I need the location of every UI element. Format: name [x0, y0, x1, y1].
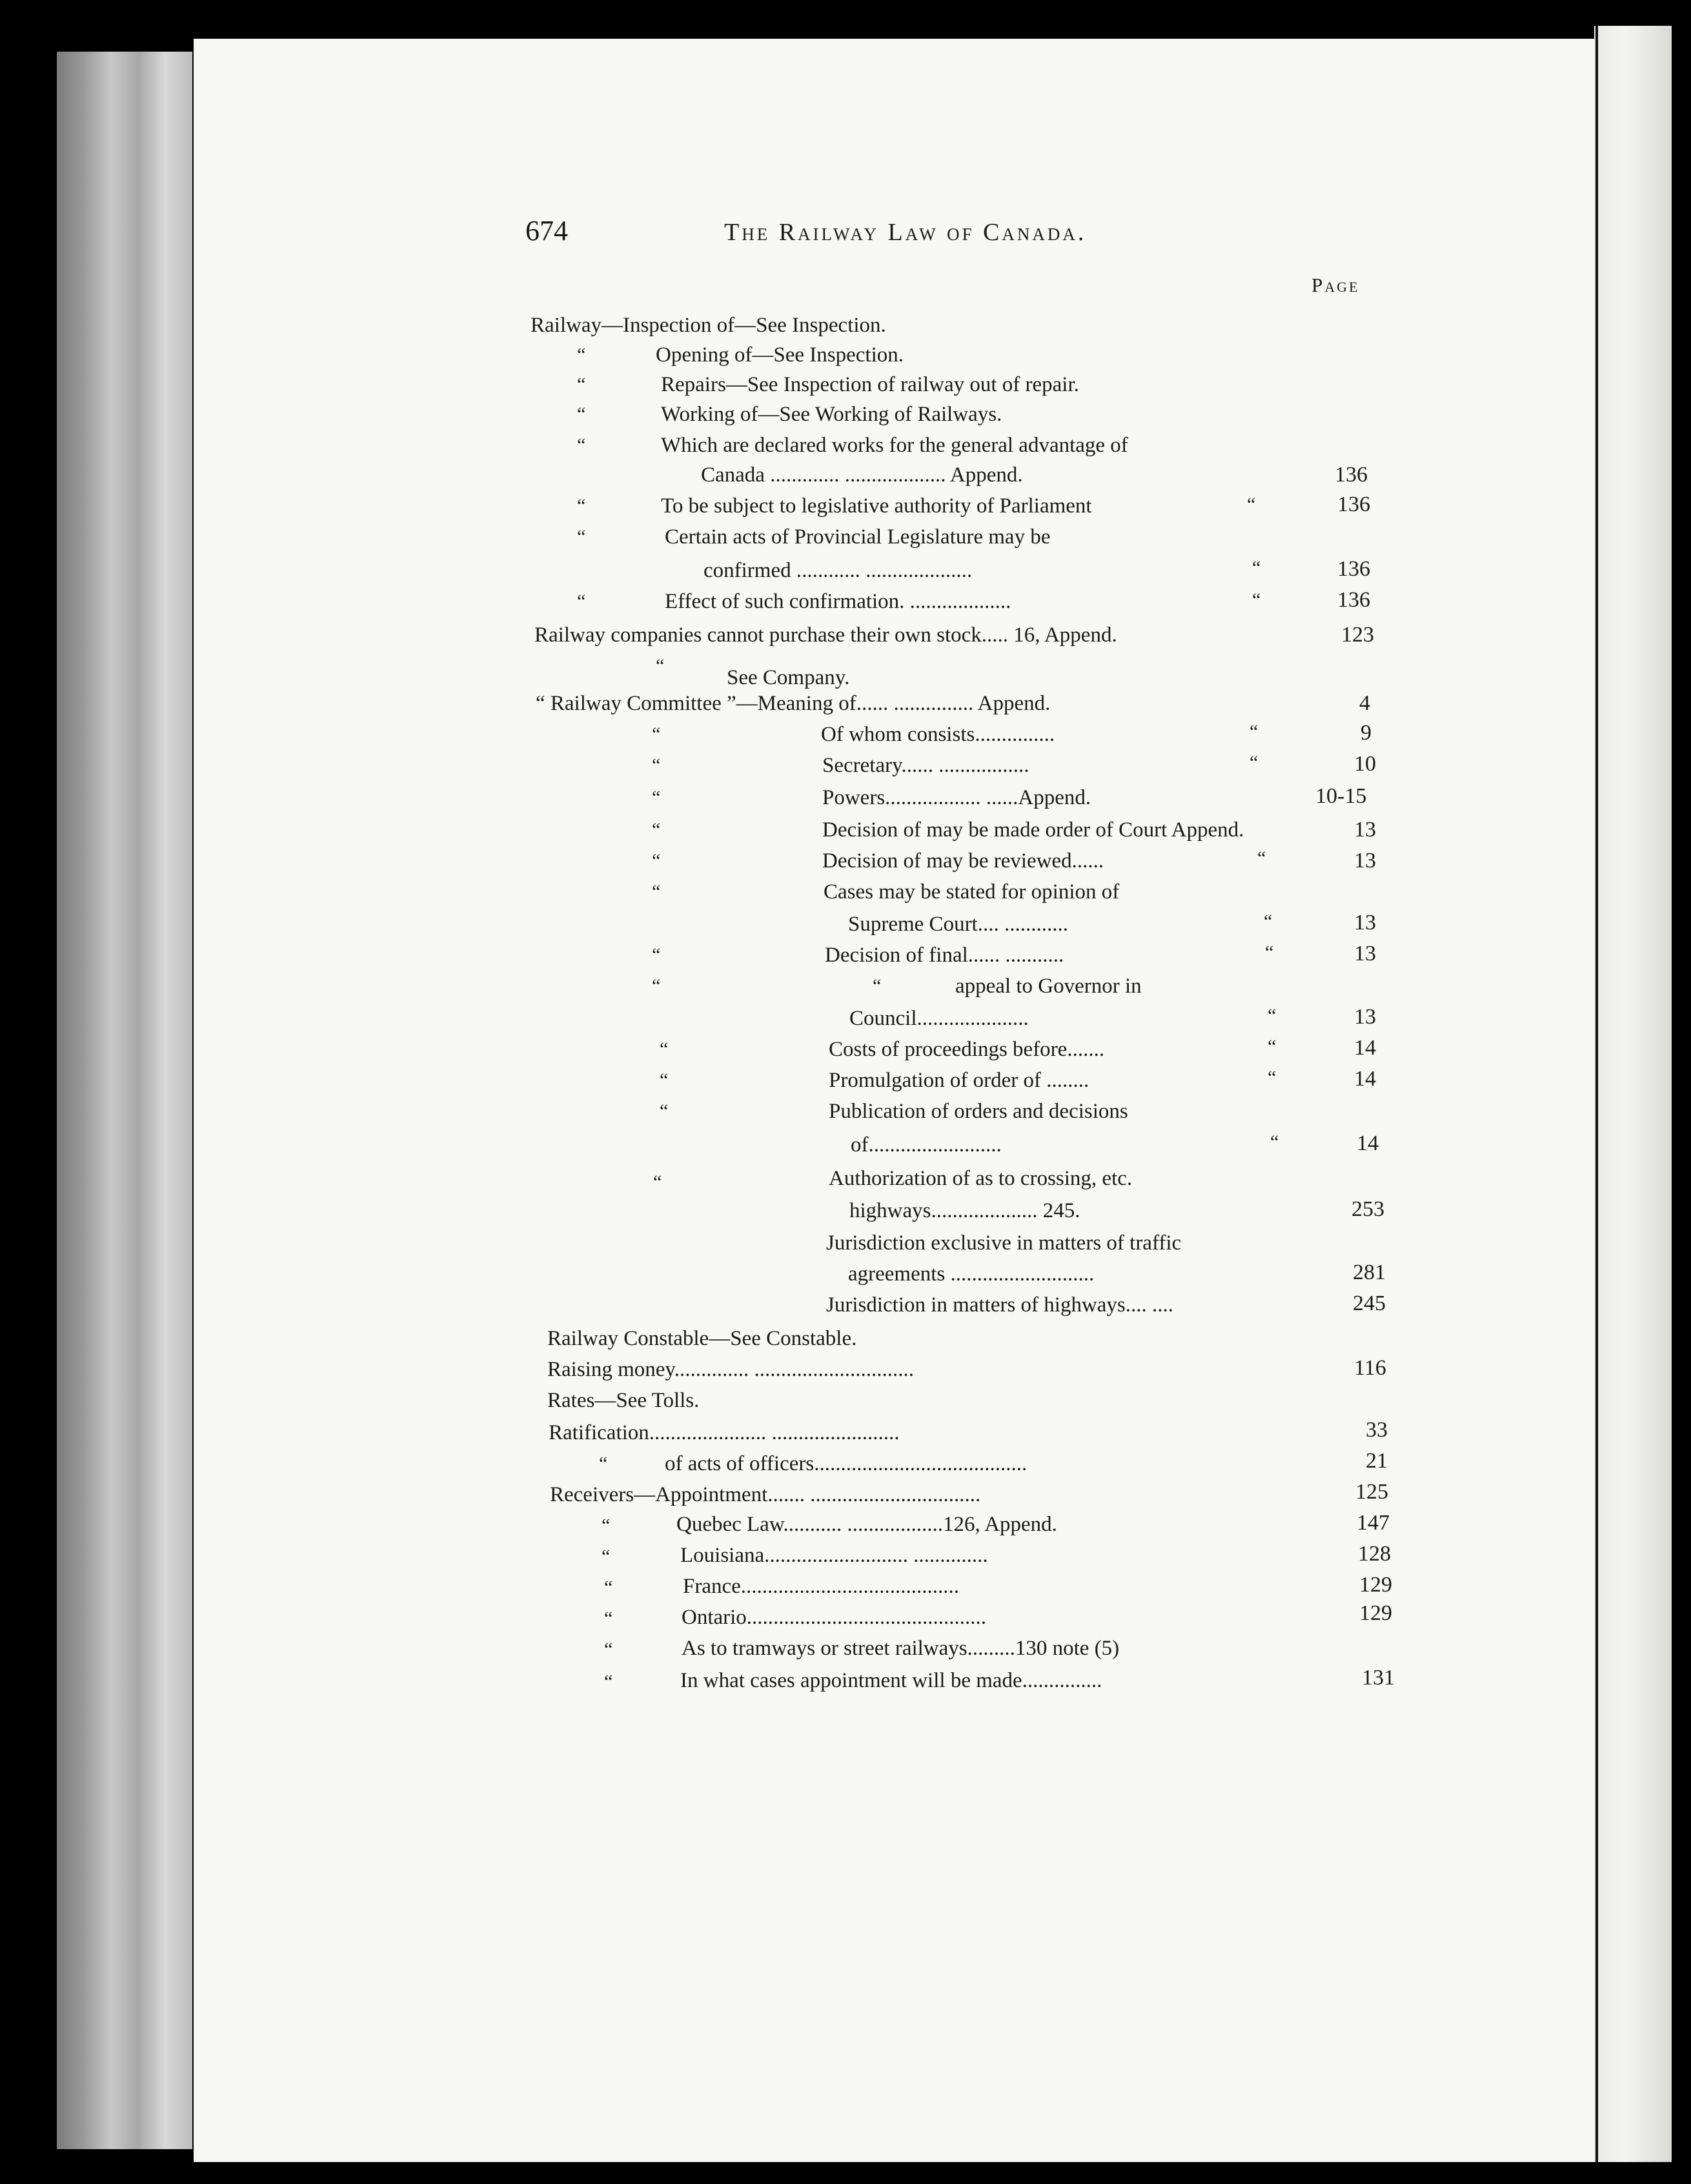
- index-entry: agreements ...........................: [848, 1262, 1095, 1286]
- ditto-mark: “: [873, 975, 882, 996]
- index-entry: of acts of officers........................................: [665, 1452, 1028, 1475]
- ditto-mark: “: [602, 1515, 611, 1536]
- page-ref: 33: [1366, 1418, 1388, 1442]
- book-page-edges: [57, 52, 192, 2149]
- page-ref: 253: [1352, 1197, 1384, 1221]
- index-entry: Railway Constable—See Constable.: [547, 1327, 857, 1350]
- ditto-mark: “: [1270, 1131, 1279, 1153]
- ditto-mark: “: [604, 1608, 613, 1629]
- ditto-mark: “: [1268, 1067, 1277, 1088]
- index-entry: Louisiana........................... ..............: [680, 1544, 988, 1567]
- page-ref: 13: [1354, 818, 1376, 842]
- ditto-mark: “: [652, 754, 661, 776]
- ditto-mark: “: [652, 975, 661, 996]
- page-ref: 13: [1354, 911, 1376, 935]
- index-entry: In what cases appointment will be made...............: [680, 1669, 1102, 1692]
- page-ref: 14: [1354, 1036, 1376, 1060]
- ditto-mark: “: [604, 1577, 613, 1598]
- ditto-mark: “: [577, 591, 586, 612]
- ditto-mark: “: [1252, 589, 1261, 611]
- ditto-mark: “: [652, 850, 661, 871]
- ditto-mark: “: [577, 374, 586, 395]
- page-ref: 147: [1357, 1511, 1390, 1535]
- index-entry: Decision of may be made order of Court Append.: [822, 818, 1244, 842]
- ditto-mark: “: [604, 1639, 613, 1660]
- ditto-mark: “: [602, 1546, 611, 1567]
- index-entry: Secretary...... .................: [822, 754, 1029, 777]
- ditto-mark: “: [1264, 911, 1273, 932]
- page-ref: 116: [1354, 1356, 1386, 1380]
- index-entry: Certain acts of Provincial Legislature may be: [665, 525, 1051, 549]
- index-entry: Publication of orders and decisions: [829, 1100, 1128, 1123]
- index-entry: Opening of—See Inspection.: [656, 343, 904, 367]
- page-ref: 10: [1354, 752, 1376, 776]
- ditto-mark: “: [652, 819, 661, 840]
- index-entry: Powers.................. ......Append.: [822, 786, 1091, 809]
- ditto-mark: “: [652, 723, 661, 745]
- index-entry: appeal to Governor in: [955, 975, 1142, 998]
- index-entry: Cases may be stated for opinion of: [824, 880, 1120, 904]
- page-ref: 129: [1359, 1573, 1392, 1597]
- index-entry: France.........................................: [683, 1575, 960, 1598]
- index-entry: Quebec Law........... ..................126, Append.: [676, 1513, 1057, 1536]
- index-entry: Raising money.............. ..............................: [547, 1358, 915, 1381]
- index-entry: Railway companies cannot purchase their own stock..... 16, Append.: [534, 623, 1117, 647]
- ditto-mark: “: [1250, 721, 1259, 742]
- ditto-mark: “: [1268, 1005, 1277, 1026]
- index-entry: To be subject to legislative authority of Parliament: [661, 494, 1092, 518]
- index-entry: Which are declared works for the general advantage of: [661, 434, 1128, 457]
- ditto-mark: “: [577, 526, 586, 547]
- page-ref: 13: [1354, 1005, 1376, 1029]
- ditto-mark: “: [652, 881, 661, 902]
- page-ref: 131: [1362, 1666, 1395, 1690]
- page-ref: 13: [1354, 849, 1376, 873]
- ditto-mark: “: [1247, 494, 1256, 515]
- page-gutter: [1595, 26, 1598, 2162]
- index-entry: Effect of such confirmation. ...................: [665, 590, 1011, 613]
- page-ref: 123: [1341, 623, 1374, 647]
- page-ref: 125: [1355, 1480, 1388, 1504]
- ditto-mark: “: [1250, 752, 1259, 773]
- ditto-mark: “: [577, 403, 586, 425]
- index-entry: highways.................... 245.: [849, 1199, 1080, 1222]
- page-ref: 10-15: [1315, 784, 1367, 808]
- ditto-mark: “: [660, 1038, 669, 1060]
- ditto-mark: “: [599, 1453, 608, 1474]
- page-ref: 9: [1361, 721, 1372, 745]
- index-entry: Canada ............. ................... Append.: [701, 463, 1023, 487]
- index-entry: Costs of proceedings before.......: [829, 1038, 1105, 1061]
- ditto-mark: “: [604, 1671, 613, 1692]
- index-entry: Of whom consists...............: [821, 723, 1055, 746]
- index-entry: confirmed ............ ....................: [704, 559, 973, 582]
- index-entry: Ontario.............................................: [682, 1606, 987, 1629]
- page-ref: 245: [1353, 1291, 1386, 1315]
- page-ref: 14: [1354, 1067, 1376, 1091]
- page-number: 674: [525, 215, 568, 247]
- page-ref: 136: [1337, 588, 1370, 612]
- index-entry: Jurisdiction in matters of highways.... ....: [826, 1293, 1174, 1317]
- ditto-mark: “: [656, 655, 665, 676]
- page-ref: 136: [1337, 492, 1370, 516]
- index-entry: “ Railway Committee ”—Meaning of...... ............... Append.: [536, 692, 1051, 715]
- index-entry: Railway—Inspection of—See Inspection.: [531, 314, 886, 337]
- index-entry: As to tramways or street railways.........130 note (5): [682, 1637, 1120, 1660]
- page-ref: 129: [1359, 1601, 1392, 1625]
- index-entry: of.........................: [851, 1133, 1002, 1157]
- running-title: The Railway Law of Canada.: [724, 219, 1087, 246]
- index-entry: Promulgation of order of ........: [829, 1069, 1089, 1092]
- ditto-mark: “: [660, 1069, 669, 1091]
- ditto-mark: “: [577, 434, 586, 456]
- index-entry: Working of—See Working of Railways.: [661, 403, 1002, 426]
- index-entry: Rates—See Tolls.: [547, 1389, 700, 1412]
- page-ref: 21: [1366, 1449, 1388, 1473]
- ditto-mark: “: [1268, 1036, 1277, 1057]
- ditto-mark: “: [653, 1171, 662, 1193]
- index-entry: Council.....................: [849, 1007, 1029, 1030]
- page-ref: 136: [1337, 557, 1370, 581]
- index-entry: Authorization of as to crossing, etc.: [829, 1167, 1133, 1190]
- page-ref: 136: [1335, 463, 1368, 487]
- ditto-mark: “: [652, 787, 661, 808]
- ditto-mark: “: [577, 495, 586, 516]
- page-ref: 128: [1358, 1542, 1391, 1566]
- ditto-mark: “: [577, 344, 586, 365]
- page-ref: 13: [1354, 942, 1376, 966]
- page-ref: 281: [1353, 1260, 1386, 1284]
- index-entry: Ratification...................... ........................: [549, 1421, 900, 1444]
- ditto-mark: “: [660, 1100, 669, 1122]
- ditto-mark: “: [1257, 847, 1266, 869]
- page-ref: 4: [1359, 691, 1370, 715]
- ditto-mark: “: [1265, 942, 1274, 963]
- index-entry: Repairs—See Inspection of railway out of repair.: [661, 373, 1079, 396]
- index-entry: See Company.: [727, 666, 850, 689]
- ditto-mark: “: [652, 944, 661, 966]
- page-column-heading: Page: [1311, 274, 1360, 296]
- index-page: [194, 39, 1594, 2162]
- page-ref: 14: [1357, 1131, 1379, 1155]
- facing-page-edge: [1594, 26, 1672, 2162]
- index-entry: Decision of may be reviewed......: [822, 849, 1104, 873]
- index-entry: Supreme Court.... ............: [848, 913, 1068, 936]
- index-entry: Receivers—Appointment....... ................................: [550, 1483, 981, 1506]
- index-entry: Jurisdiction exclusive in matters of traffic: [826, 1231, 1182, 1255]
- ditto-mark: “: [1252, 557, 1261, 578]
- index-entry: Decision of final...... ...........: [825, 944, 1064, 967]
